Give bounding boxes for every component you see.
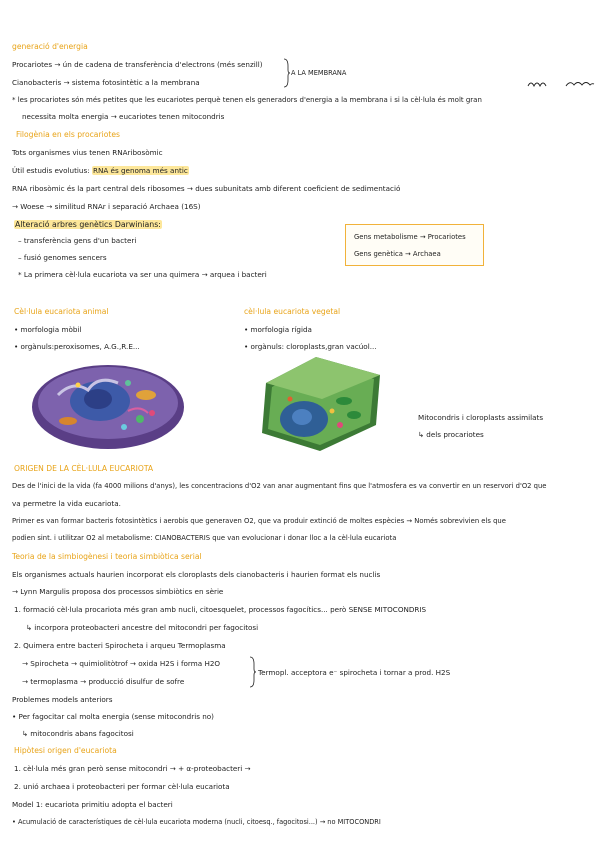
- heading-origin: ORIGEN DE LA CÈL·LULA EUCARIOTA: [14, 464, 154, 473]
- text-line: 1. cèl·lula més gran però sense mitocondri → + α-proteobacteri →: [14, 764, 251, 773]
- text-line: Model 1: eucariota primitiu adopta el bacteri: [12, 800, 173, 809]
- animal-cell-illustration: [28, 355, 188, 453]
- heading-hypothesis: Hipòtesi origen d'eucariota: [14, 746, 117, 755]
- plant-cell-illustration: [256, 353, 386, 453]
- text-line: → Woese → similitud RNAr i separació Archaea (16S): [12, 202, 201, 211]
- text-line: Primer es van formar bacteris fotosintètics i aerobis que generaven O2, que va produir extinció de moltes espècies → Només sobrevivien els que: [12, 517, 506, 525]
- text-line: * les procariotes són més petites que les eucariotes perquè tenen els generadors d'energia a la membrana i si la cèl·lula és molt gran: [12, 96, 482, 104]
- brace-icon: [249, 656, 257, 688]
- text-line: Problemes models anteriors: [12, 695, 113, 704]
- heading-energy: generació d'energia: [12, 42, 88, 51]
- text-line: Procariotes → ún de cadena de transferència d'electrons (més senzill): [12, 60, 263, 69]
- text-line: necessita molta energia → eucariotes tenen mitocondris: [22, 112, 225, 121]
- text-line: Els organismes actuals haurien incorporat els cloroplasts dels cianobacteris i haurien format els nuclis: [12, 570, 381, 579]
- heading-phylogeny: Filogènia en els procariotes: [16, 130, 120, 139]
- text-fragment: Útil estudis evolutius:: [12, 166, 90, 175]
- highlighted-heading: Alteració arbres genètics Darwinians:: [15, 220, 161, 229]
- text-line: A LA MEMBRANA: [291, 69, 347, 77]
- text-line: 2. unió archaea i proteobacteri per formar cèl·lula eucariota: [14, 782, 230, 791]
- brace-icon: [283, 58, 291, 88]
- text-line: – transferència gens d'un bacteri: [18, 236, 137, 245]
- text-line: Termopl. acceptora e⁻ spirocheta i tornar a prod. H2S: [258, 668, 451, 677]
- text-line: ↳ incorpora proteobacteri ancestre del mitocondri per fagocitosi: [26, 623, 259, 632]
- text-line: 1. formació cèl·lula procariota més gran amb nucli, citoesquelet, processos fagocítics... però SENSE MITOCONDRIS: [14, 605, 427, 614]
- text-line: → termoplasma → producció disulfur de sofre: [22, 677, 185, 686]
- text-line: 2. Quimera entre bacteri Spirocheta i arqueu Termoplasma: [14, 641, 226, 650]
- text-line: → Spirocheta → quimiolitòtrof → oxida H2S i forma H2O: [22, 659, 221, 668]
- text-line: ↳ mitocondris abans fagocitosi: [22, 729, 134, 738]
- text-line: • morfologia mòbil: [14, 325, 82, 334]
- text-line: • morfologia rígida: [244, 325, 312, 334]
- text-line: podien sint. i utilitzar O2 al metabolisme: CIANOBACTERIS que van evolucionar i donar lloc a la cèl·lula eucariota: [12, 534, 397, 542]
- text-line: va permetre la vida eucariota.: [12, 499, 121, 508]
- text-line: • Per fagocitar cal molta energia (sense mitocondris no): [12, 712, 214, 721]
- text-line: → Lynn Margulis proposa dos processos simbiòtics en sèrie: [12, 587, 224, 596]
- heading-symbiogenesis: Teoria de la simbiogènesi i teoria simbiòtica serial: [12, 552, 202, 561]
- text-line: • Acumulació de característiques de cèl·lula eucariota moderna (nucli, citoesq., fagocitosi...) → no MITOCONDRI: [12, 818, 381, 826]
- scribble-icon: [526, 78, 596, 90]
- heading-animal-cell: Cèl·lula eucariota animal: [14, 307, 109, 316]
- text-line: [12, 166, 189, 175]
- note-box: [345, 224, 484, 266]
- text-line: Mitocondris i cloroplasts assimilats: [418, 413, 544, 422]
- highlighted-text: RNA és genoma més antic: [92, 166, 188, 175]
- note-line: Gens metabolisme → Procariotes: [354, 233, 466, 241]
- text-line: ↳ dels procariotes: [418, 430, 484, 439]
- text-line: Des de l'inici de la vida (fa 4000 milions d'anys), les concentracions d'O2 van anar augmentant fins que l'atmosfera es va convertir en un reservori d'O2 que: [12, 482, 547, 490]
- text-line: Cianobacteris → sistema fotosintètic a la membrana: [12, 78, 200, 87]
- text-line: RNA ribosòmic és la part central dels ribosomes → dues subunitats amb diferent coeficient de sedimentació: [12, 184, 401, 193]
- text-line: [14, 220, 162, 229]
- text-line: • orgànuls:peroxisomes, A.G.,R.E...: [14, 342, 140, 351]
- text-line: – fusió genomes sencers: [18, 253, 107, 262]
- note-line: Gens genètica → Archaea: [354, 250, 441, 258]
- text-line: * La primera cèl·lula eucariota va ser una quimera → arquea i bacteri: [18, 270, 267, 279]
- text-line: • orgànuls: cloroplasts,gran vacúol...: [244, 342, 377, 351]
- heading-plant-cell: cèl·lula eucariota vegetal: [244, 307, 341, 316]
- text-line: Tots organismes vius tenen RNAribosòmic: [12, 148, 163, 157]
